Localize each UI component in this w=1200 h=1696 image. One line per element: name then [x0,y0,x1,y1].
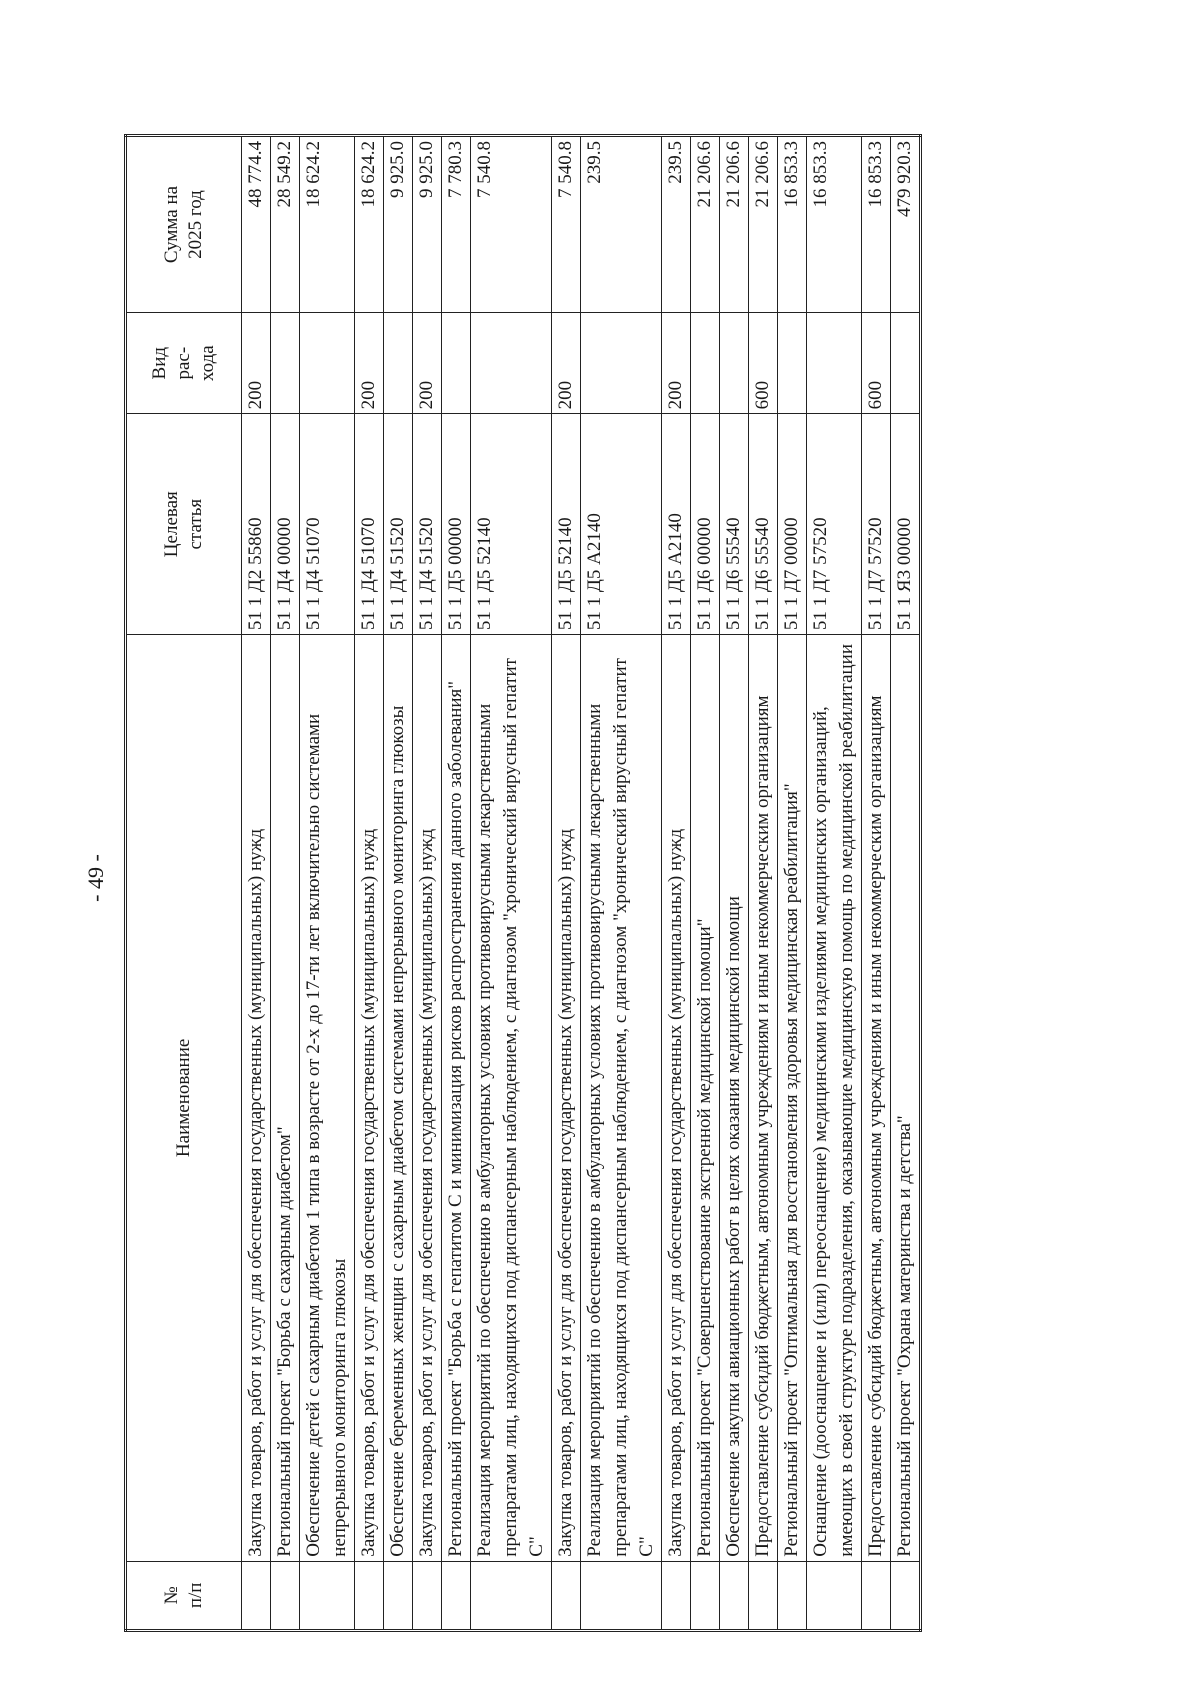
row-expense-type: 200 [413,313,442,414]
table-row [271,136,300,1631]
table-row [471,136,552,1631]
table-row [720,136,749,1631]
row-num [778,1561,807,1630]
row-name: Региональный проект "Охрана материнства и детства" [891,635,921,1562]
row-expense-type [581,313,662,414]
row-sum: 7 540.8 [471,136,552,313]
row-num [662,1561,691,1630]
table-row [862,136,891,1631]
row-name: Региональный проект "Борьба с гепатитом С и минимизация рисков распространения данного заболевания" [442,635,471,1562]
header-name: Наименование [126,635,242,1562]
row-name: Региональный проект "Оптимальная для восстановления здоровья медицинская реабилитация" [778,635,807,1562]
row-sum: 16 853.3 [862,136,891,313]
row-name: Закупка товаров, работ и услуг для обеспечения государственных (муниципальных) нужд [355,635,384,1562]
row-target-article: 51 1 Д2 55860 [242,414,271,635]
row-sum: 28 549.2 [271,136,300,313]
row-expense-type [271,313,300,414]
row-target-article: 51 1 Д4 51520 [384,414,413,635]
page-number: - 49 - [83,854,108,902]
row-name: Закупка товаров, работ и услуг для обеспечения государственных (муниципальных) нужд [242,635,271,1562]
row-num [720,1561,749,1630]
row-num [384,1561,413,1630]
row-name: Закупка товаров, работ и услуг для обеспечения государственных (муниципальных) нужд [413,635,442,1562]
row-target-article: 51 1 Д4 51520 [413,414,442,635]
row-name: Обеспечение детей с сахарным диабетом 1 типа в возрасте от 2-х до 17-ти лет включительно системами непрерывного мониторинга глюкозы [300,635,355,1562]
row-target-article: 51 1 Д7 00000 [778,414,807,635]
table-header-row [126,136,242,1631]
row-name: Обеспечение беременных женщин с сахарным диабетом системами непрерывного мониторинга глюкозы [384,635,413,1562]
row-expense-type [807,313,862,414]
row-num [552,1561,581,1630]
row-expense-type: 200 [355,313,384,414]
row-expense-type [691,313,720,414]
table-row [300,136,355,1631]
table-row [778,136,807,1631]
row-sum: 48 774.4 [242,136,271,313]
row-sum: 9 925.0 [413,136,442,313]
table-row [581,136,662,1631]
row-num [271,1561,300,1630]
row-num [442,1561,471,1630]
row-target-article: 51 1 Д6 00000 [691,414,720,635]
table-row [413,136,442,1631]
budget-table-container [124,134,1134,1632]
row-expense-type [442,313,471,414]
row-name: Предоставление субсидий бюджетным, автономным учреждениям и иным некоммерческим организациям [749,635,778,1562]
table-row [355,136,384,1631]
row-expense-type [300,313,355,414]
row-target-article: 51 1 Д4 51070 [300,414,355,635]
row-sum: 479 920.3 [891,136,921,313]
row-name: Реализация мероприятий по обеспечению в амбулаторных условиях противовирусными лекарственными препаратами лиц, находящихся под диспансерным наблюдением, с диагнозом "хронический вирусный гепатит С" [581,635,662,1562]
table-row [891,136,921,1631]
row-expense-type: 600 [749,313,778,414]
row-expense-type [720,313,749,414]
row-sum: 16 853.3 [778,136,807,313]
row-name: Региональный проект "Борьба с сахарным диабетом" [271,635,300,1562]
table-row [552,136,581,1631]
row-sum: 239.5 [581,136,662,313]
table-row [662,136,691,1631]
row-num [471,1561,552,1630]
header-target-article: Целевая статья [126,414,242,635]
row-num [891,1561,921,1630]
row-expense-type [891,313,921,414]
table-row [749,136,778,1631]
row-sum: 21 206.6 [691,136,720,313]
row-target-article: 51 1 Д7 57520 [807,414,862,635]
row-expense-type [384,313,413,414]
row-target-article: 51 1 Я3 00000 [891,414,921,635]
row-target-article: 51 1 Д4 51070 [355,414,384,635]
row-num [413,1561,442,1630]
budget-table [124,134,922,1632]
row-sum: 18 624.2 [355,136,384,313]
row-target-article: 51 1 Д7 57520 [862,414,891,635]
row-sum: 16 853.3 [807,136,862,313]
row-expense-type: 200 [552,313,581,414]
header-num: № п/п [126,1561,242,1630]
row-target-article: 51 1 Д6 55540 [720,414,749,635]
row-num [581,1561,662,1630]
row-target-article: 51 1 Д4 00000 [271,414,300,635]
row-target-article: 51 1 Д5 52140 [552,414,581,635]
row-num [807,1561,862,1630]
row-num [242,1561,271,1630]
row-expense-type: 200 [242,313,271,414]
row-num [691,1561,720,1630]
row-expense-type: 600 [862,313,891,414]
row-sum: 18 624.2 [300,136,355,313]
row-expense-type: 200 [662,313,691,414]
table-row [807,136,862,1631]
row-sum: 21 206.6 [720,136,749,313]
row-name: Закупка товаров, работ и услуг для обеспечения государственных (муниципальных) нужд [662,635,691,1562]
row-expense-type [471,313,552,414]
row-name: Реализация мероприятий по обеспечению в амбулаторных условиях противовирусными лекарственными препаратами лиц, находящихся под диспансерным наблюдением, с диагнозом "хронический вирусный гепатит С" [471,635,552,1562]
row-target-article: 51 1 Д5 52140 [471,414,552,635]
row-expense-type [778,313,807,414]
row-num [862,1561,891,1630]
row-name: Закупка товаров, работ и услуг для обеспечения государственных (муниципальных) нужд [552,635,581,1562]
header-sum: Сумма на 2025 год [126,136,242,313]
row-target-article: 51 1 Д5 А2140 [581,414,662,635]
row-sum: 7 780.3 [442,136,471,313]
table-row [691,136,720,1631]
row-name: Обеспечение закупки авиационных работ в целях оказания медицинской помощи [720,635,749,1562]
row-sum: 9 925.0 [384,136,413,313]
row-num [749,1561,778,1630]
row-sum: 21 206.6 [749,136,778,313]
row-sum: 239.5 [662,136,691,313]
row-sum: 7 540.8 [552,136,581,313]
row-name: Предоставление субсидий бюджетным, автономным учреждениям и иным некоммерческим организациям [862,635,891,1562]
header-expense-type: Вид рас- хода [126,313,242,414]
row-target-article: 51 1 Д5 А2140 [662,414,691,635]
row-name: Региональный проект "Совершенствование экстренной медицинской помощи" [691,635,720,1562]
row-target-article: 51 1 Д5 00000 [442,414,471,635]
table-row [242,136,271,1631]
row-target-article: 51 1 Д6 55540 [749,414,778,635]
table-row [442,136,471,1631]
row-num [300,1561,355,1630]
table-body [242,136,921,1631]
row-num [355,1561,384,1630]
row-name: Оснащение (дооснащение и (или) переоснащение) медицинскими изделиями медицинских организаций, имеющих в своей структуре подразделения, оказывающие медицинскую помощь по медицинской реабилитации [807,635,862,1562]
table-row [384,136,413,1631]
